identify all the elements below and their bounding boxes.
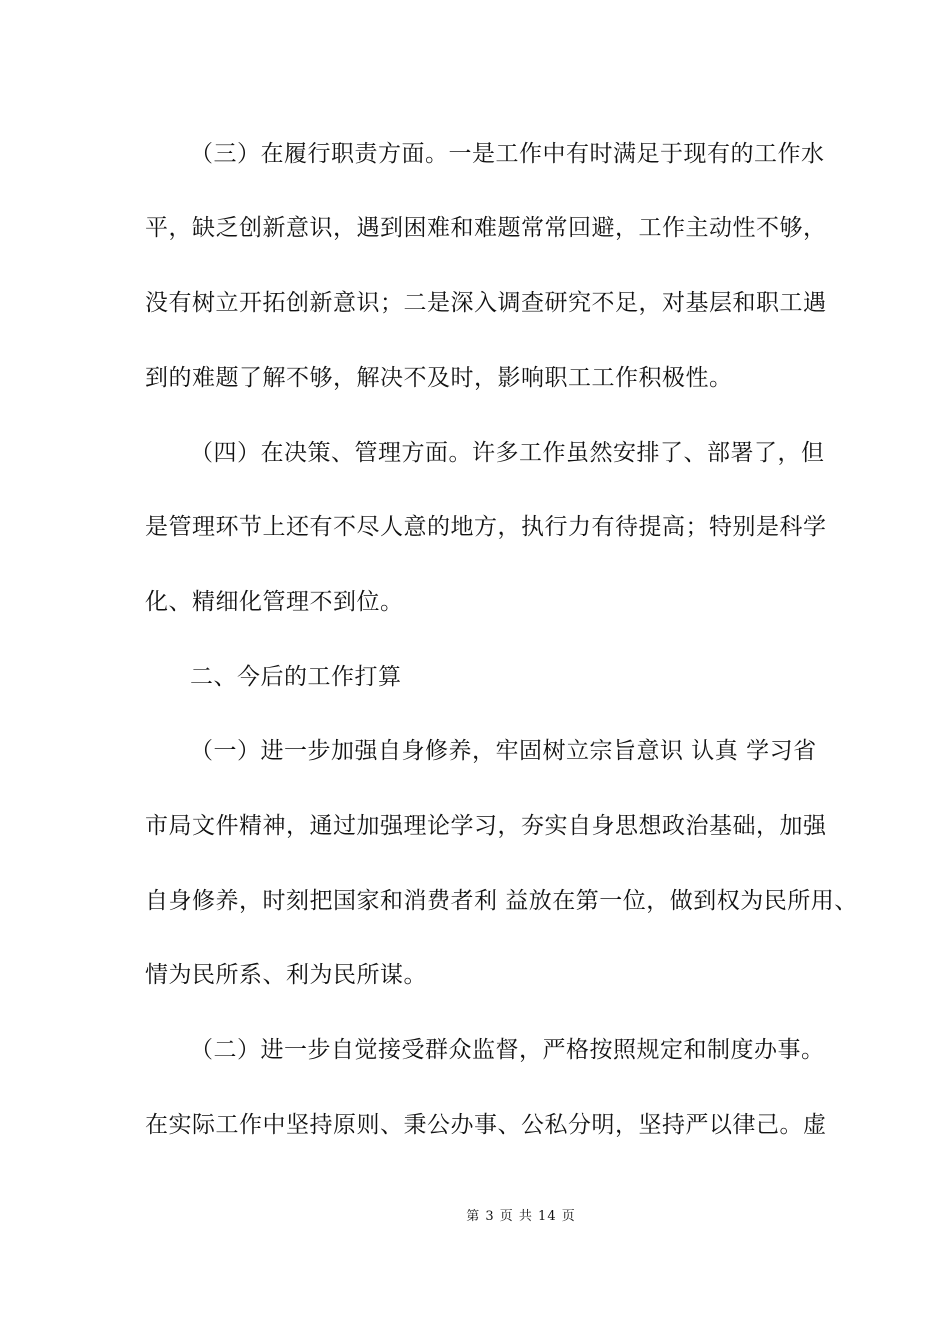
paragraph-4-line-1: （四）在决策、管理方面。许多工作虽然安排了、部署了，但	[190, 440, 825, 466]
paragraph-6-line-2: 在实际工作中坚持原则、秉公办事、公私分明，坚持严以律己。虚	[145, 1112, 827, 1138]
paragraph-6-line-1: （二）进一步自觉接受群众监督，严格按照规定和制度办事。	[190, 1037, 825, 1063]
paragraph-5-line-1: （一）进一步加强自身修养，牢固树立宗旨意识 认真 学习省	[190, 738, 817, 764]
paragraph-5-line-2: 市局文件精神，通过加强理论学习，夯实自身思想政治基础，加强	[145, 813, 827, 839]
paragraph-5-line-4: 情为民所系、利为民所谋。	[145, 962, 427, 988]
paragraph-4-line-2: 是管理环节上还有不尽人意的地方，执行力有待提高；特别是科学	[145, 514, 827, 540]
page-number: 第 3 页 共 14 页	[466, 1209, 576, 1224]
paragraph-3-line-2: 平，缺乏创新意识，遇到困难和难题常常回避，工作主动性不够，	[145, 215, 827, 241]
paragraph-3-line-4: 到的难题了解不够，解决不及时，影响职工工作积极性。	[145, 365, 733, 391]
paragraph-3-line-3: 没有树立开拓创新意识；二是深入调查研究不足，对基层和职工遇	[145, 290, 827, 316]
paragraph-3-line-1: （三）在履行职责方面。一是工作中有时满足于现有的工作水	[190, 141, 825, 167]
page-footer	[0, 1208, 950, 1226]
section-heading: 二、今后的工作打算	[190, 664, 402, 690]
paragraph-4-line-3: 化、精细化管理不到位。	[145, 589, 404, 615]
paragraph-5-line-3: 自身修养，时刻把国家和消费者利 益放在第一位，做到权为民所用、	[145, 888, 858, 914]
